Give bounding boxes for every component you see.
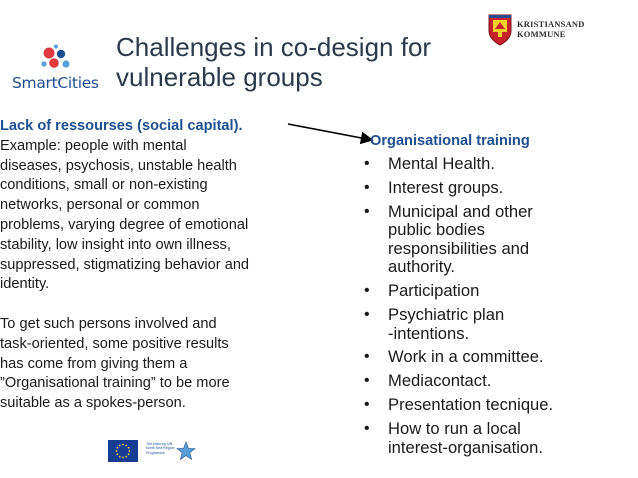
bullet-text: Presentation tecnique. (388, 395, 554, 415)
bullet-text: public bodies (388, 220, 485, 240)
bullet-text: responsibilities and (388, 238, 530, 258)
left-paragraph-1 (0, 137, 305, 295)
bullet-text: Work in a committee. (388, 347, 544, 367)
bullet-icon: • (364, 155, 370, 172)
eu-star (122, 457, 124, 459)
nsr-text (146, 442, 175, 455)
arrow-right-icon (286, 118, 382, 146)
eu-star (128, 453, 130, 455)
text-line: Example: people with mental (0, 137, 187, 154)
text-line: To get such persons involved and (0, 315, 217, 332)
eu-star (122, 444, 124, 446)
bullet-icon: • (364, 348, 370, 366)
bullet-item (362, 282, 632, 301)
title-line-2: vulnerable groups (116, 62, 323, 92)
eu-star (128, 447, 130, 449)
text-line: identity. (0, 276, 50, 293)
nsr-line: The Interreg IVB (146, 442, 173, 446)
nsr-line: North Sea Region (146, 446, 175, 451)
text-line: problems, varying degree of emotional (0, 216, 249, 233)
kommune-name-line-2: KOMMUNE (517, 29, 566, 39)
text-line: has come from giving them a (0, 355, 188, 372)
bullet-list (362, 155, 632, 463)
text-line: task-oriented, some positive results (0, 335, 229, 352)
star-icon (176, 441, 196, 461)
kommune-name-line-1: KRISTIANSAND (517, 19, 585, 29)
bullet-text: Mental Health. (388, 154, 495, 173)
bullet-icon: • (364, 396, 370, 414)
text-line: diseases, psychosis, unstable health (0, 157, 237, 174)
bullet-text: Mediacontact. (388, 371, 492, 391)
text-line: suitable as a spokes-person. (0, 395, 186, 412)
bullet-item (362, 179, 632, 198)
text-line: ”Organisational training” to be more (0, 375, 230, 392)
bullet-item (362, 396, 632, 415)
left-text-column (0, 117, 305, 414)
bullet-item (362, 155, 632, 174)
bullet-icon: • (364, 178, 370, 196)
coat-of-arms-icon (487, 13, 513, 47)
text-line: suppressed, stigmatizing behavior and (0, 256, 250, 273)
eu-star (125, 456, 127, 458)
kommune-name (517, 19, 585, 39)
bullet-item (362, 420, 632, 457)
eu-star (125, 444, 127, 446)
title-line-1: Challenges in co-design for (116, 32, 432, 62)
bullet-text: Participation (388, 281, 480, 301)
bullet-icon: • (364, 306, 370, 324)
left-heading: Lack of ressourses (social capital). (0, 118, 243, 134)
kommune-logo (487, 13, 597, 53)
eu-star (116, 453, 118, 455)
bullet-text: Municipal and other (388, 201, 533, 221)
smartcities-logo (6, 44, 108, 96)
bullet-text: Interest groups. (388, 177, 504, 197)
eu-star (116, 450, 118, 452)
bullet-item (362, 306, 632, 343)
eu-star (116, 447, 118, 449)
bullet-text: How to run a local (388, 419, 521, 439)
bullet-text: interest-organisation. (388, 437, 543, 457)
bullet-text: -intentions. (388, 323, 470, 343)
bullet-icon: • (364, 372, 370, 390)
bullet-icon: • (364, 282, 370, 300)
bullet-icon: • (364, 202, 370, 220)
right-heading: Organisational training (370, 133, 530, 149)
slide-title (116, 32, 476, 92)
left-paragraph-2 (0, 315, 305, 414)
eu-star (119, 456, 121, 458)
eu-star (129, 450, 131, 452)
bullet-item (362, 348, 632, 367)
text-line: stability, low insight into own illness, (0, 236, 231, 253)
nsr-line: Programme (146, 450, 165, 455)
eu-flag-logo (108, 440, 138, 462)
eu-stars-icon (108, 440, 138, 462)
eu-star (119, 444, 121, 446)
smartcities-logo-text: SmartCities (12, 74, 99, 92)
north-sea-region-logo (146, 439, 198, 463)
bullet-item (362, 372, 632, 391)
text-line: conditions, small or non-existing (0, 177, 208, 194)
text-line: networks, personal or common (0, 197, 200, 214)
smartcities-dots-icon (36, 44, 80, 74)
bullet-text: Psychiatric plan (388, 305, 505, 325)
bullet-item (362, 203, 632, 277)
bullet-text: authority. (388, 257, 456, 277)
bullet-icon: • (364, 420, 370, 438)
